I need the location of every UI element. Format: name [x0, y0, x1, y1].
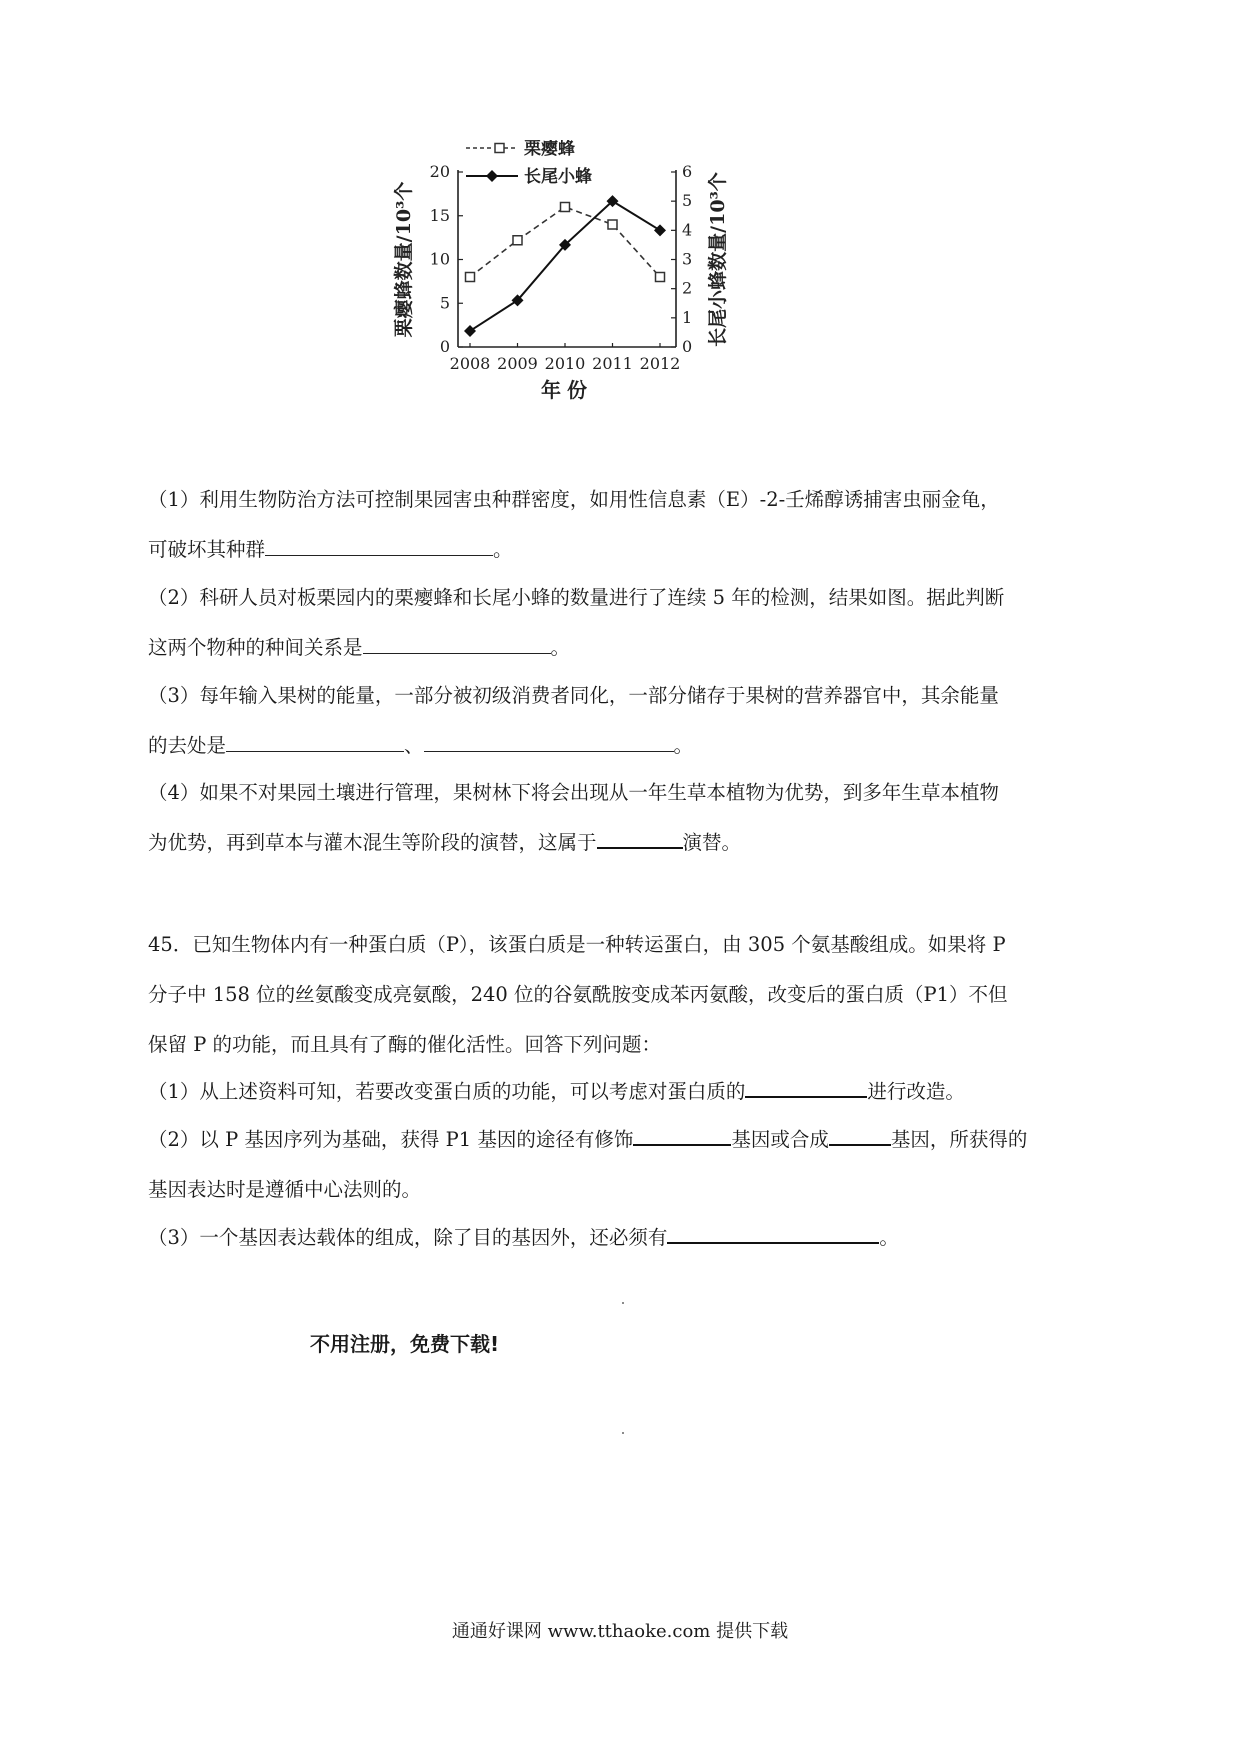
answer-blank-4[interactable]: [597, 827, 683, 849]
data-point-li-ying-feng: [608, 220, 617, 229]
q44-part3: [148, 671, 1098, 771]
right-y-tick-label: 2: [682, 278, 693, 298]
q44-part4-end: 演替。: [682, 831, 742, 854]
legend-label-chang-wei-xiao-feng: 长尾小蜂: [524, 167, 592, 187]
q44-part2-end: 。: [550, 636, 571, 659]
q44-part2-line1: （2）科研人员对板栗园内的栗瘿蜂和长尾小蜂的数量进行了连续 5 年的检测，结果如图。据此判断: [148, 586, 1005, 609]
q45-part2-line2: 基因表达时是遵循中心法则的。: [148, 1178, 422, 1201]
q45-part2-end: 基因，所获得的: [890, 1128, 1028, 1151]
data-point-li-ying-feng: [513, 236, 522, 245]
page-footer: 通通好课网 www.tthaoke.com 提供下载: [451, 1621, 789, 1642]
data-point-li-ying-feng: [561, 203, 570, 212]
answer-blank-3a[interactable]: [226, 731, 404, 752]
left-y-tick-label: 5: [439, 293, 450, 313]
x-axis-title: 年份: [541, 378, 593, 402]
q45-part2: [148, 1115, 1098, 1215]
x-tick-label: 2009: [497, 354, 538, 373]
left-y-axis-title: 栗瘿蜂数量/10³个: [393, 181, 415, 338]
answer-blank-2[interactable]: [363, 633, 551, 654]
q45-intro-line2: 分子中 158 位的丝氨酸变成亮氨酸，240 位的谷氨酰胺变成苯丙氨酸，改变后的蛋白质（P1）不但: [148, 983, 1008, 1006]
right-y-axis-title: 长尾小蜂数量/10³个: [707, 172, 729, 347]
q44-part3-end: 。: [673, 734, 694, 757]
data-point-chang-wei-xiao-feng: [654, 224, 666, 236]
q44-part2: [148, 573, 1098, 673]
q45-part3-end: 。: [879, 1226, 899, 1249]
legend-marker-chang-wei-xiao-feng: [486, 170, 498, 182]
scan-speck: [622, 1432, 624, 1434]
x-tick-label: 2008: [449, 354, 491, 373]
q44-part4-line1: （4）如果不对果园土壤进行管理，果树林下将会出现从一年生草本植物为优势，到多年生草本植物: [148, 781, 999, 804]
data-point-chang-wei-xiao-feng: [464, 325, 476, 337]
right-y-tick-label: 1: [682, 307, 693, 327]
answer-blank-8[interactable]: [667, 1222, 879, 1244]
left-y-tick-label: 20: [429, 162, 450, 181]
q44-part1-line1: （1）利用生物防治方法可控制果园害虫种群密度，如用性信息素（E）-2-壬烯醇诱捕害虫丽金龟，: [148, 488, 1000, 511]
q45-part2-line1: （2）以 P 基因序列为基础，获得 P1 基因的途径有修饰: [148, 1128, 634, 1151]
q44-part4: [148, 768, 1098, 868]
q44-part4-line2: 为优势，再到草本与灌木混生等阶段的演替，这属于: [148, 831, 597, 854]
q44-part3-line2: 的去处是: [148, 734, 227, 757]
answer-blank-6[interactable]: [633, 1124, 731, 1146]
q45-part1: [148, 1067, 1098, 1117]
q44-part3-mid: 、: [404, 734, 424, 757]
q45-intro: [148, 920, 1098, 1070]
x-tick-label: 2011: [592, 354, 633, 373]
q44-part1-end: 。: [493, 538, 513, 561]
q45-part1-text: （1）从上述资料可知，若要改变蛋白质的功能，可以考虑对蛋白质的: [148, 1080, 746, 1103]
q45-part3: [148, 1213, 1098, 1263]
answer-blank-7[interactable]: [829, 1124, 891, 1146]
scan-speck: [622, 1302, 624, 1304]
answer-blank-1[interactable]: [265, 535, 493, 556]
right-y-tick-label: 3: [682, 249, 693, 269]
q45-part1-end: 进行改造。: [867, 1080, 965, 1103]
q44-part2-line2: 这两个物种的种间关系是: [148, 636, 363, 659]
legend-label-li-ying-feng: 栗瘿蜂: [524, 140, 575, 159]
right-y-tick-label: 4: [682, 220, 693, 240]
right-y-tick-label: 5: [682, 191, 693, 211]
x-tick-label: 2010: [544, 354, 586, 373]
q45-part3-text: （3）一个基因表达载体的组成，除了目的基因外，还必须有: [148, 1226, 668, 1249]
population-line-chart: [390, 140, 830, 465]
right-y-tick-label: 6: [682, 162, 693, 181]
left-y-tick-label: 0: [439, 337, 450, 356]
q45-part2-mid: 基因或合成: [731, 1128, 829, 1151]
q44-part1-line2: 可破坏其种群: [148, 538, 266, 561]
left-y-tick-label: 10: [429, 249, 450, 269]
series-line-chang-wei-xiao-feng: [470, 201, 660, 331]
q45-intro-line3: 保留 P 的功能，而且具有了酶的催化活性。回答下列问题：: [148, 1033, 662, 1056]
answer-blank-3b[interactable]: [424, 731, 674, 752]
promo-text: 不用注册，免费下载!: [310, 1332, 500, 1356]
q44-part1: [148, 475, 1098, 575]
q45-intro-line1: 45．已知生物体内有一种蛋白质（P），该蛋白质是一种转运蛋白，由 305 个氨基酸组成。如果将 P: [148, 933, 1006, 956]
left-y-tick-label: 15: [429, 205, 450, 225]
right-y-tick-label: 0: [682, 337, 693, 356]
answer-blank-5[interactable]: [745, 1076, 867, 1098]
data-point-li-ying-feng: [656, 273, 665, 282]
data-point-li-ying-feng: [466, 273, 475, 282]
q44-part3-line1: （3）每年输入果树的能量，一部分被初级消费者同化，一部分储存于果树的营养器官中，其余能量: [148, 684, 999, 707]
legend-marker-li-ying-feng: [495, 144, 504, 153]
x-tick-label: 2012: [639, 354, 681, 373]
